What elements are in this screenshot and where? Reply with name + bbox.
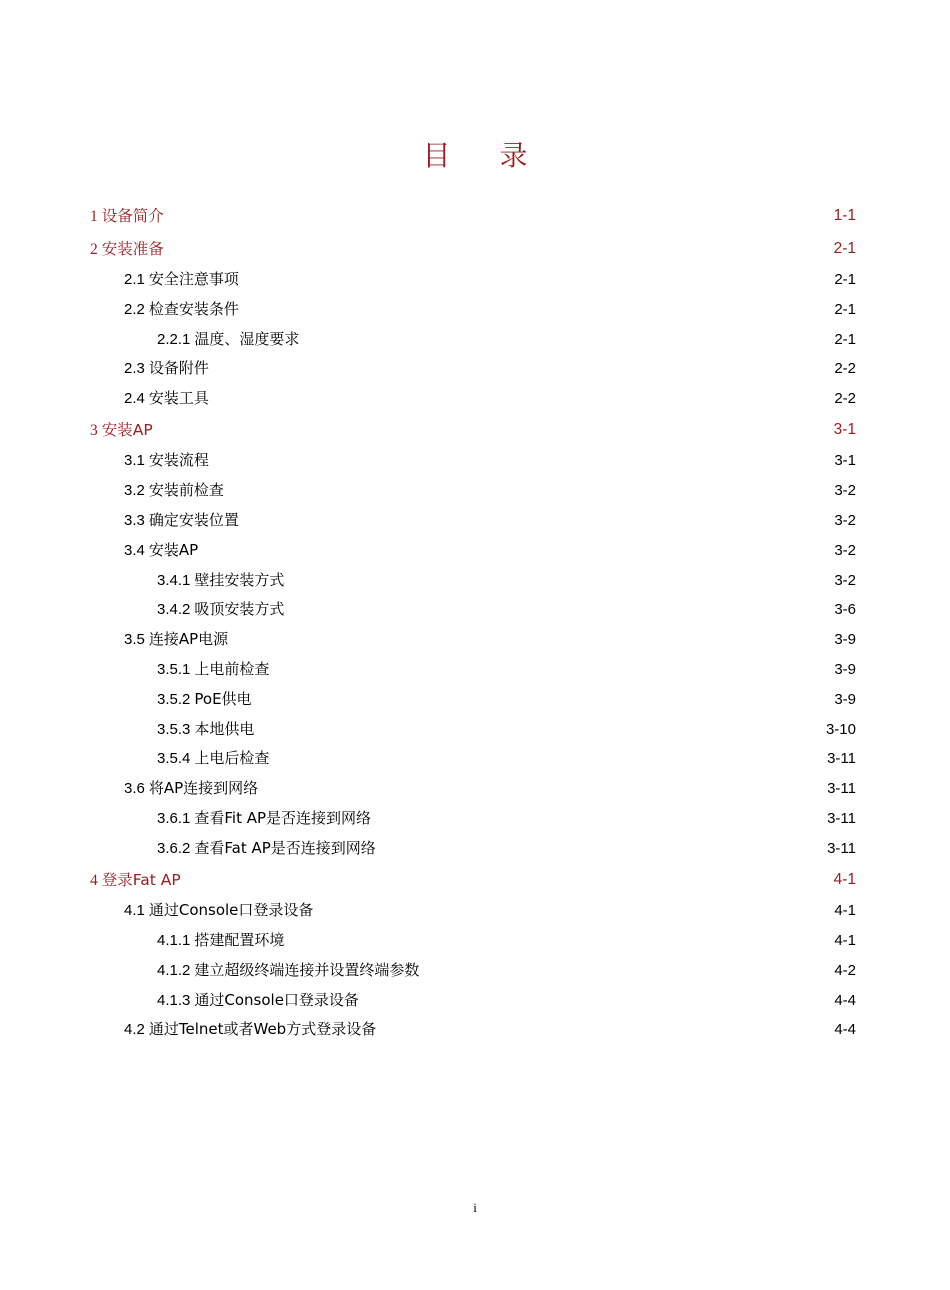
toc-entry-title: 温度、湿度要求 bbox=[194, 329, 300, 348]
toc-entry-title: 安装准备 bbox=[101, 239, 164, 258]
toc-entry-page: 4-2 bbox=[834, 961, 856, 979]
toc-entry-page: 3-1 bbox=[833, 420, 856, 438]
toc-entry-level-1[interactable] bbox=[0, 864, 950, 897]
toc-entry-page: 3-11 bbox=[827, 750, 856, 768]
toc-entry-page: 3-9 bbox=[834, 631, 856, 649]
toc-entry-page: 2-1 bbox=[834, 300, 856, 318]
toc-entry-number: 3.1 bbox=[124, 452, 145, 470]
toc-entry-page: 3-11 bbox=[827, 810, 856, 828]
toc-entry-page: 3-6 bbox=[834, 601, 856, 619]
toc-entry-label bbox=[157, 655, 269, 685]
toc-entry-title: 登录Fat AP bbox=[101, 870, 181, 889]
toc-entry-number: 3.5.1 bbox=[157, 661, 191, 679]
toc-entry-title: 设备简介 bbox=[101, 207, 164, 225]
toc-entry-page: 3-9 bbox=[834, 661, 856, 679]
toc-entry-number: 3.4.1 bbox=[157, 571, 191, 589]
toc-entry-number: 3.5.4 bbox=[157, 750, 191, 768]
toc-entry-page: 3-10 bbox=[825, 720, 856, 738]
toc-entry-label bbox=[124, 506, 239, 536]
toc-entry-level-3[interactable] bbox=[0, 595, 950, 625]
toc-entry-page: 2-1 bbox=[833, 239, 856, 257]
toc-entry-number: 3.2 bbox=[124, 482, 145, 500]
toc-list bbox=[0, 200, 950, 1045]
toc-entry-number: 3.6 bbox=[124, 780, 145, 798]
toc-entry-level-3[interactable] bbox=[0, 744, 950, 774]
toc-entry-title: 查看Fat AP是否连接到网络 bbox=[194, 838, 376, 857]
toc-entry-title: 吸顶安装方式 bbox=[194, 600, 285, 619]
toc-entry-label bbox=[124, 774, 258, 804]
toc-entry-label bbox=[124, 536, 198, 566]
toc-entry-page: 4-1 bbox=[834, 902, 856, 920]
toc-entry-level-2[interactable] bbox=[0, 446, 950, 476]
toc-entry-label bbox=[157, 566, 284, 596]
toc-entry-title: 查看Fit AP是否连接到网络 bbox=[194, 809, 372, 828]
toc-entry-number: 4.1.3 bbox=[157, 991, 191, 1009]
toc-entry-level-3[interactable] bbox=[0, 956, 950, 986]
toc-entry-page: 2-2 bbox=[834, 360, 856, 378]
toc-entry-number: 4.1.2 bbox=[157, 961, 191, 979]
toc-entry-title: 确定安装位置 bbox=[148, 511, 239, 530]
toc-entry-number: 2.1 bbox=[124, 271, 145, 288]
toc-entry-title: 检查安装条件 bbox=[148, 299, 239, 318]
toc-entry-number: 4 bbox=[90, 871, 98, 889]
toc-entry-level-3[interactable] bbox=[0, 715, 950, 745]
toc-entry-title: 通过Console口登录设备 bbox=[148, 901, 314, 920]
toc-entry-title: PoE供电 bbox=[194, 689, 252, 708]
toc-entry-number: 4.1.1 bbox=[157, 931, 191, 949]
toc-entry-level-3[interactable] bbox=[0, 325, 950, 355]
toc-entry-page: 3-9 bbox=[834, 690, 856, 708]
toc-entry-page: 3-2 bbox=[834, 571, 856, 589]
toc-entry-number: 3.5.3 bbox=[157, 720, 191, 738]
toc-entry-number: 3.3 bbox=[124, 512, 145, 530]
toc-entry-title: 上电前检查 bbox=[194, 660, 270, 679]
toc-entry-label bbox=[157, 804, 371, 834]
toc-entry-label bbox=[124, 1015, 376, 1045]
toc-entry-number: 3.5.2 bbox=[157, 690, 191, 708]
toc-entry-label bbox=[124, 384, 209, 414]
toc-entry-number: 2.2 bbox=[124, 300, 145, 318]
toc-entry-number: 3 bbox=[90, 421, 98, 439]
toc-entry-level-2[interactable] bbox=[0, 354, 950, 384]
toc-entry-label bbox=[124, 295, 239, 325]
toc-entry-title: 本地供电 bbox=[194, 719, 255, 738]
toc-entry-title: 安全注意事项 bbox=[148, 270, 239, 288]
toc-entry-level-1[interactable] bbox=[0, 233, 950, 266]
toc-entry-label bbox=[90, 233, 164, 267]
toc-entry-title: 将AP连接到网络 bbox=[148, 779, 259, 798]
toc-entry-number: 3.4.2 bbox=[157, 601, 191, 619]
toc-entry-title: 搭建配置环境 bbox=[194, 930, 285, 949]
toc-entry-number: 3.5 bbox=[124, 631, 145, 649]
toc-entry-level-2[interactable] bbox=[0, 476, 950, 506]
toc-title: 目 录 bbox=[422, 139, 548, 172]
toc-entry-label bbox=[124, 896, 313, 926]
toc-entry-page: 2-1 bbox=[834, 271, 856, 288]
toc-entry-number: 4.1 bbox=[124, 902, 145, 920]
toc-entry-label bbox=[157, 926, 284, 956]
toc-entry-number: 2.4 bbox=[124, 390, 145, 408]
toc-entry-level-3[interactable] bbox=[0, 655, 950, 685]
toc-entry-title: 设备附件 bbox=[148, 359, 209, 378]
toc-entry-level-2[interactable] bbox=[0, 265, 950, 295]
toc-entry-label bbox=[157, 834, 376, 864]
toc-entry-number: 2 bbox=[90, 240, 98, 258]
toc-entry-level-2[interactable] bbox=[0, 536, 950, 566]
toc-entry-level-2[interactable] bbox=[0, 774, 950, 804]
toc-entry-level-3[interactable] bbox=[0, 834, 950, 864]
toc-entry-number: 2.3 bbox=[124, 360, 145, 378]
toc-entry-page: 3-2 bbox=[834, 512, 856, 530]
toc-entry-page: 3-11 bbox=[827, 839, 856, 857]
toc-entry-number: 3.6.1 bbox=[157, 810, 191, 828]
toc-entry-label bbox=[157, 986, 359, 1016]
toc-entry-number: 3.6.2 bbox=[157, 839, 191, 857]
toc-entry-level-2[interactable] bbox=[0, 506, 950, 536]
toc-entry-label bbox=[90, 200, 164, 234]
toc-entry-title: 通过Telnet或者Web方式登录设备 bbox=[148, 1020, 377, 1039]
toc-entry-page: 4-4 bbox=[834, 991, 856, 1009]
toc-entry-level-2[interactable] bbox=[0, 1015, 950, 1045]
toc-entry-level-2[interactable] bbox=[0, 896, 950, 926]
toc-entry-label bbox=[157, 685, 252, 715]
toc-entry-page: 4-1 bbox=[834, 931, 856, 949]
toc-entry-level-2[interactable] bbox=[0, 295, 950, 325]
toc-entry-label bbox=[90, 864, 181, 898]
toc-entry-level-3[interactable] bbox=[0, 566, 950, 596]
page-number: i bbox=[473, 1200, 477, 1215]
toc-entry-title: 建立超级终端连接并设置终端参数 bbox=[194, 960, 420, 979]
toc-entry-number: 1 bbox=[90, 208, 98, 225]
toc-entry-label bbox=[124, 265, 239, 295]
toc-entry-label bbox=[124, 354, 209, 384]
toc-entry-level-2[interactable] bbox=[0, 384, 950, 414]
toc-entry-title: 安装AP bbox=[101, 420, 153, 439]
toc-entry-title: 连接AP电源 bbox=[148, 630, 229, 649]
toc-entry-page: 3-1 bbox=[834, 452, 856, 470]
toc-entry-level-1[interactable] bbox=[0, 200, 950, 233]
toc-entry-label bbox=[90, 414, 153, 448]
toc-entry-level-3[interactable] bbox=[0, 986, 950, 1016]
toc-entry-number: 2.2.1 bbox=[157, 330, 191, 348]
toc-entry-page: 4-1 bbox=[833, 870, 856, 888]
toc-entry-title: 安装流程 bbox=[148, 451, 209, 470]
toc-entry-label bbox=[124, 625, 228, 655]
toc-entry-label bbox=[124, 476, 224, 506]
toc-entry-label bbox=[124, 446, 209, 476]
toc-entry-label bbox=[157, 595, 284, 625]
toc-entry-label bbox=[157, 325, 299, 355]
toc-entry-page: 3-2 bbox=[834, 541, 856, 559]
toc-entry-level-2[interactable] bbox=[0, 625, 950, 655]
toc-entry-page: 1-1 bbox=[833, 207, 856, 224]
toc-entry-level-1[interactable] bbox=[0, 414, 950, 447]
toc-entry-title: 安装前检查 bbox=[148, 481, 224, 500]
toc-entry-level-3[interactable] bbox=[0, 685, 950, 715]
toc-entry-title: 通过Console口登录设备 bbox=[194, 990, 359, 1009]
toc-entry-label bbox=[157, 744, 269, 774]
toc-entry-page: 3-2 bbox=[834, 482, 856, 500]
toc-entry-title: 上电后检查 bbox=[194, 749, 270, 768]
toc-entry-title: 安装AP bbox=[148, 540, 199, 559]
toc-entry-title: 壁挂安装方式 bbox=[194, 570, 285, 589]
toc-entry-number: 3.4 bbox=[124, 541, 145, 559]
toc-entry-title: 安装工具 bbox=[148, 389, 209, 408]
toc-entry-page: 3-11 bbox=[827, 780, 856, 798]
toc-entry-page: 4-4 bbox=[834, 1021, 856, 1039]
toc-entry-label bbox=[157, 956, 419, 986]
toc-entry-label bbox=[157, 715, 254, 745]
toc-entry-level-3[interactable] bbox=[0, 926, 950, 956]
toc-entry-page: 2-1 bbox=[834, 330, 856, 348]
toc-entry-level-3[interactable] bbox=[0, 804, 950, 834]
toc-entry-page: 2-2 bbox=[834, 390, 856, 408]
toc-entry-number: 4.2 bbox=[124, 1021, 145, 1039]
